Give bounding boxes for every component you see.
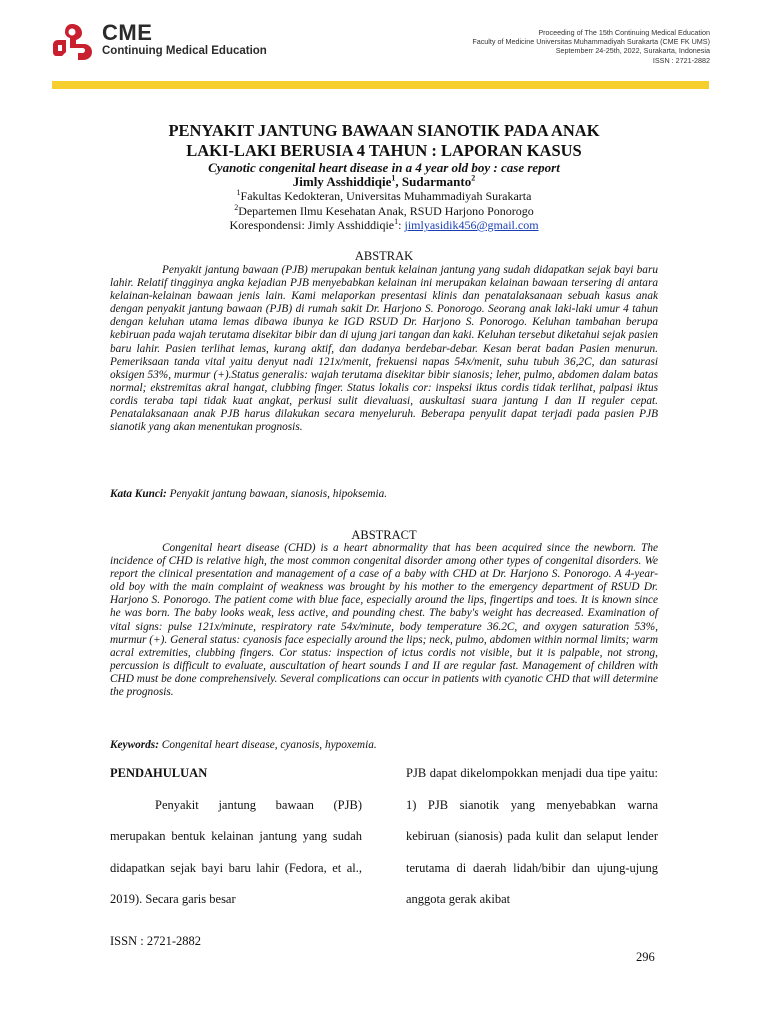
proceeding-line: Faculty of Medicine Universitas Muhammadiyah Surakarta (CME FK UMS) xyxy=(472,37,710,47)
affiliation-mark: 1 xyxy=(236,188,241,197)
correspondence xyxy=(0,218,768,233)
paper-title-line1: PENYAKIT JANTUNG BAWAAN SIANOTIK PADA ANAK xyxy=(168,121,600,140)
author-list xyxy=(0,174,768,190)
page-number: 296 xyxy=(636,950,655,964)
abstrak-heading: ABSTRAK xyxy=(354,249,414,263)
paper-title-line2: LAKI-LAKI BERUSIA 4 TAHUN : LAPORAN KASUS xyxy=(186,141,582,160)
correspondence-mark: 1 xyxy=(394,217,399,226)
footer-issn: ISSN : 2721-2882 xyxy=(110,934,201,948)
section-heading: PENDAHULUAN xyxy=(110,766,208,780)
kata-kunci xyxy=(110,488,658,500)
header-divider-bar xyxy=(52,81,709,89)
email-link[interactable]: jimlyasidik456@gmail.com xyxy=(404,218,539,232)
correspondence-colon: : xyxy=(398,218,405,232)
proceeding-line: ISSN : 2721-2882 xyxy=(652,55,710,65)
keywords xyxy=(110,739,658,751)
affiliation-text: Fakultas Kedokteran, Universitas Muhammadiyah Surakarta xyxy=(240,189,532,203)
logo-title: CME xyxy=(102,20,153,45)
affiliation xyxy=(0,189,768,204)
abstrak-text: Penyakit jantung bawaan (PJB) merupakan bentuk kelainan jantung yang sudah didapatkan sejak bayi baru lahir. Relatif tingginya angka kejadian PJB menyebabkan kelainan ini merupakan kelainan bawaan tersering di antara kelainan-kelainan bawaan jenis lain. Kami melaporkan presentasi klinis dan penatalaksanaan sebuah kasus anak dengan penyakit jantung bawaan (PJB) di rumah sakit Dr. Harjono S. Ponorogo. Seorang anak laki-laki umur 4 tahun dengan keluhan utama lemas dibawa ibunya ke IGD RSUD Dr. Harjono S. Ponorogo. Keluhan tambahan berupa kebiruan pada wajah terutama disekitar bibir dan di ujung jari tangan dan kaki. Keluhan tersebut diketahui sejak pasien baru lahir. Pasien terlihat lemas, kurang aktif, dan dadanya berdebar-debar. Kesan berat badan Pasien menurun. Pemeriksaan tanda vital yaitu denyut nadi 121x/menit, frekuensi napas 54x/menit, suhu tubuh 36,2C, dan saturasi oksigen 53%, murmur (+).Status generalis: wajah terutama disekitar bibir sianosis; leher, pulmo, abdomen dalam batas normal; ekstremitas akral hangat, clubbing finger. Status lokalis cor: inspeksi iktus cordis tidak terlihat, palpasi iktus cordis teraba tapi tidak kuat angkat, perkusi sulit dievaluasi, auskultasi suara jantung I dan II reguler cepat. Penatalaksanaan anak PJB harus dilakukan secara menyeluruh. Beberapa penyulit dapat terjadi pada pasien PJB sianotik yang akan menentukan prognosis. xyxy=(110,264,658,434)
keywords-text: Congenital heart disease, cyanosis, hypoxemia. xyxy=(161,739,377,751)
proceeding-info xyxy=(472,28,710,65)
author-name: Jimly Asshiddiqie xyxy=(292,174,392,189)
body-column-right xyxy=(406,758,658,916)
author-separator: , xyxy=(395,174,402,189)
correspondence-label: Korespondensi: Jimly Asshiddiqie xyxy=(229,218,395,232)
affiliation xyxy=(0,204,768,219)
author-affiliation-mark: 2 xyxy=(471,173,476,183)
body-column-left xyxy=(110,758,362,916)
kata-kunci-text: Penyakit jantung bawaan, sianosis, hipoksemia. xyxy=(169,488,388,500)
paper-subtitle: Cyanotic congenital heart disease in a 4 year old boy : case report xyxy=(208,160,560,175)
kata-kunci-label: Kata Kunci: xyxy=(110,488,167,500)
keywords-label: Keywords: xyxy=(110,739,159,751)
body-paragraph: PJB dapat dikelompokkan menjadi dua tipe yaitu: 1) PJB sianotik yang menyebabkan warna kebiruan (sianosis) pada kulit dan selaput lender terutama di daerah lidah/bibir dan ujung-ujung anggota gerak akibat xyxy=(406,766,658,906)
proceeding-line: Proceeding of The 15th Continuing Medical Education xyxy=(538,28,710,37)
body-paragraph: Penyakit jantung bawaan (PJB) merupakan bentuk kelainan jantung yang sudah didapatkan sejak bayi baru lahir (Fedora, et al., 2019). Secara garis besar xyxy=(110,797,362,906)
abstract-text: Congenital heart disease (CHD) is a heart abnormality that has been acquired since the newborn. The incidence of CHD is relative high, the most common congenital disorder among other types of congenital disorders. We report the clinical presentation and management of a case of a baby with CHD at Dr. Harjono S. Ponorogo. A 4-year-old boy with the main complaint of weakness was brought by his mother to the emergency department of RSUD Dr. Harjono S. Ponorogo. The patient come with blue face, especially around the lips, fingertips and toes. It is known since he was born. The baby looks weak, less active, and pounding chest. The baby's weight has decreased. Examination of vital signs: pulse 121x/minute, respiratory rate 54x/minute, body temperature 36.2C, and oxygen saturation 53%, murmur (+). General status: cyanosis face especially around the lips; neck, pulmo, abdomen within normal limits; warm acral extremities, clubbing fingers. Cor status: inspection of ictus cordis not visible, but it is palpable, not strong, percussion is difficult to evaluate, auscultation of heart sounds I and II are regular fast. Management of children with CHD must be done comprehensively. Several complications can occur in patients with cyanotic CHD that will determine the prognosis. xyxy=(110,542,658,699)
author-affiliation-mark: 1 xyxy=(391,173,396,183)
logo-subtitle: Continuing Medical Education xyxy=(102,45,267,57)
author-name: Sudarmanto xyxy=(401,174,472,189)
affiliation-text: Departemen Ilmu Kesehatan Anak, RSUD Harjono Ponorogo xyxy=(238,204,534,218)
abstract-heading: ABSTRACT xyxy=(351,528,417,542)
proceeding-line: Septemberr 24-25th, 2022, Surakarta, Indonesia xyxy=(555,46,710,56)
affiliation-mark: 2 xyxy=(234,203,239,212)
cme-logo-icon xyxy=(52,22,96,62)
